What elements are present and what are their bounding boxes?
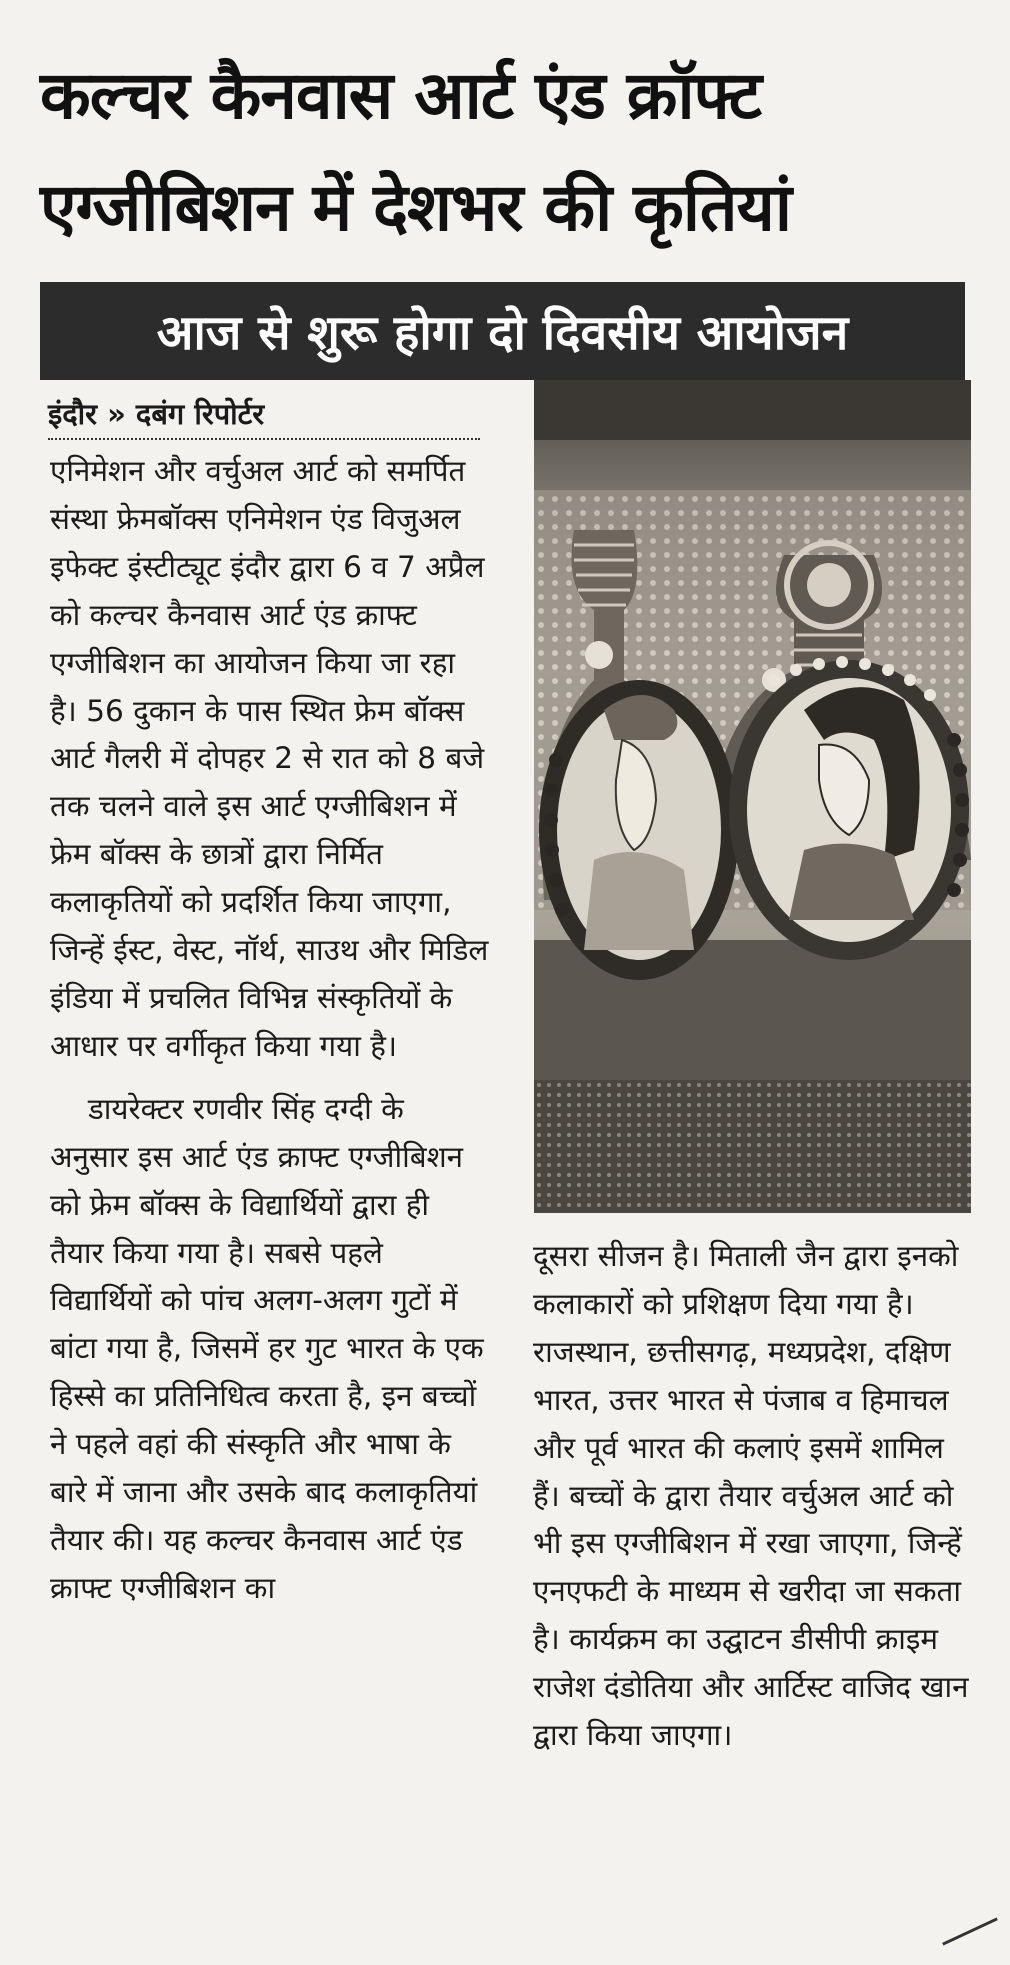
headline [40, 40, 970, 264]
headline-line-2: एग्जीबिशन में देशभर की कृतियां [40, 169, 791, 246]
photo-illustration [534, 380, 971, 1213]
painted-pots-photo [534, 380, 971, 1213]
dateline: इंदौर » दबंग रिपोर्टर [48, 394, 480, 440]
right-paragraph-1: दूसरा सीजन है। मिताली जैन द्वारा इनको कलाकारों को प्रशिक्षण दिया गया है। राजस्थान, छत्तीसगढ़, मध्यप्रदेश, दक्षिण भारत, उत्तर भारत से पंजाब व हिमाचल और पूर्व भारत की कलाएं इसमें शामिल हैं। बच्चों के द्वारा तैयार वर्चुअल आर्ट को भी इस एग्जीबिशन में रखा जाएगा, जिन्हें एनएफटी के माध्यम से खरीदा जा सकता है। कार्यक्रम का उद्घाटन डीसीपी क्राइम राजेश दंडोतिया और आर्टिस्ट वाजिद खान द्वारा किया जाएगा। [533, 1239, 969, 1753]
subheadline-bar [40, 282, 965, 380]
corner-mark [942, 1917, 998, 1945]
headline-line-1: कल्चर कैनवास आर्ट एंड क्रॉफ्ट [40, 57, 761, 134]
right-column [533, 1233, 973, 1760]
left-paragraph-1: एनिमेशन और वर्चुअल आर्ट को समर्पित संस्था फ्रेमबॉक्स एनिमेशन एंड विजुअल इफेक्ट इंस्टीट्यूट इंदौर द्वारा 6 व 7 अप्रैल को कल्चर कैनवास आर्ट एंड क्राफ्ट एग्जीबिशन का आयोजन किया जा रहा है। 56 दुकान के पास स्थित फ्रेम बॉक्स आर्ट गैलरी में दोपहर 2 से रात को 8 बजे तक चलने वाले इस आर्ट एग्जीबिशन में फ्रेम बॉक्स के छात्रों द्वारा निर्मित कलाकृतियों को प्रदर्शित किया जाएगा, जिन्हें ईस्ट, वेस्ट, नॉर्थ, साउथ और मिडिल इंडिया में प्रचलित विभिन्न संस्कृतियों के आधार पर वर्गीकृत किया गया है। [50, 454, 489, 1063]
subheadline: आज से शुरू होगा दो दिवसीय आयोजन [156, 304, 849, 361]
left-column [50, 448, 490, 1613]
left-paragraph-2: डायरेक्टर रणवीर सिंह दग्दी के अनुसार इस आर्ट एंड क्राफ्ट एग्जीबिशन को फ्रेम बॉक्स के विद्यार्थियों द्वारा ही तैयार किया गया है। सबसे पहले विद्यार्थियों को पांच अलग-अलग गुटों में बांटा गया है, जिसमें हर गुट भारत के एक हिस्से का प्रतिनिधित्व करता है, इन बच्चों ने पहले वहां की संस्कृति और भाषा के बारे में जाना और उसके बाद कलाकृतियां तैयार की। यह कल्चर कैनवास आर्ट एंड क्राफ्ट एग्जीबिशन का [50, 1091, 484, 1605]
